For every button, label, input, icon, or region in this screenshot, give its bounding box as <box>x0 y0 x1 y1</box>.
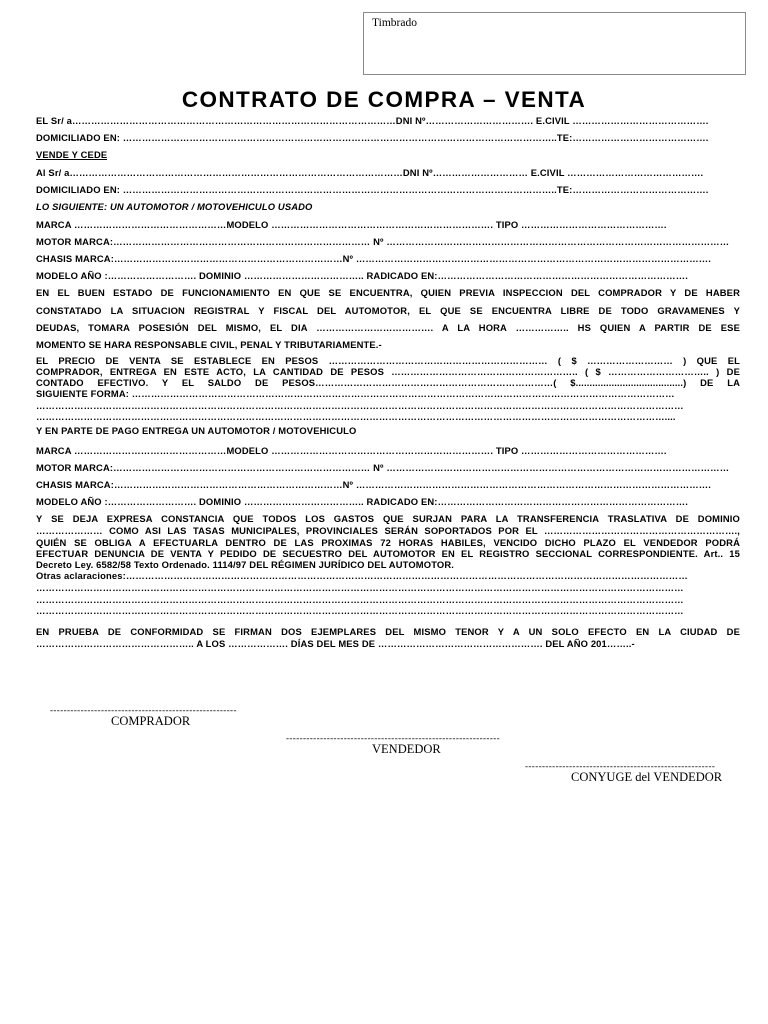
vendedor-signature-line: --------------------------------------------------------------- <box>286 733 501 743</box>
aclaraciones-line-3: …………………………………………………………………………………………………………………………………………………………………………………… <box>36 594 684 605</box>
comprador-signature-line: ------------------------------------------------------- <box>50 705 237 715</box>
seller-address-line: DOMICILIADO EN: ………………………………………………………………………………………………………………………..TE:……………………………………. <box>36 132 709 143</box>
aclaraciones-line-1: Otras aclaraciones:…………………………………………………………………………………………………………………………………………………………… <box>36 570 688 581</box>
estado-line-2: CONSTATADO LA SITUACION REGISTRAL Y FISCAL DEL AUTOMOTOR, EL QUE SE ENCUENTRA LIBRE DE TODO GRAVAMENES Y <box>36 305 740 316</box>
prueba-line-2: ………………………………………….. A LOS ………………. DÍAS DEL MES DE ……………………………………………. DEL AÑO 201……..- <box>36 638 635 649</box>
estado-line-3: DEUDAS, TOMARA POSESIÓN DEL MISMO, EL DIA ………………………………. A LA HORA …………….. HS QUIEN A PARTIR DE ESE <box>36 322 740 333</box>
gastos-line-3: QUIÉN SE OBLIGA A EFECTUARLA DENTRO DE LAS PROXIMAS 72 HORAS HABILES, VENCIDO DICHO PLAZO EL VENDEDOR PODRÁ <box>36 537 740 548</box>
modelo-line-2: MODELO AÑO :………………………. DOMINIO ……………………………….. RADICADO EN:……………………………………………………………………. <box>36 496 688 507</box>
buyer-address-line: DOMICILIADO EN: ………………………………………………………………………………………………………………………..TE:……………………………………. <box>36 184 709 195</box>
seller-name-line: EL Sr/ a…………………………………………………………………………………………DNI Nº……………………………. E.CIVIL ……………………………………. <box>36 115 709 126</box>
document-title: CONTRATO DE COMPRA – VENTA <box>181 87 587 113</box>
gastos-line-4: EFECTUAR DENUNCIA DE VENTA Y PEDIDO DE SECUESTRO DEL AUTOMOTOR EN EL REGISTRO SECCIONAL CORRESPONDIENTE. Art.. 15 <box>36 548 740 559</box>
conyuge-signature-line: -------------------------------------------------------- <box>525 761 716 771</box>
aclaraciones-line-2: …………………………………………………………………………………………………………………………………………………………………………………… <box>36 582 684 593</box>
modelo-line-1: MODELO AÑO :………………………. DOMINIO ……………………………….. RADICADO EN:……………………………………………………………………. <box>36 270 688 281</box>
lo-siguiente-heading: LO SIGUIENTE: UN AUTOMOTOR / MOTOVEHICULO USADO <box>36 201 313 212</box>
marca-line-2: MARCA …………………………………………MODELO ……………………………………………………………. TIPO ………………………………………. <box>36 445 667 456</box>
precio-line-2: COMPRADOR, ENTREGA EN ESTE ACTO, LA CANTIDAD DE PESOS ………………………………………………….. ( $ ………………………….. ) DE <box>36 366 740 377</box>
estado-line-1: EN EL BUEN ESTADO DE FUNCIONAMIENTO EN QUE SE ENCUENTRA, QUIEN PREVIA INSPECCION DEL COMPRADOR Y DE HABER <box>36 287 740 298</box>
comprador-label: COMPRADOR <box>111 714 191 728</box>
buyer-name-line: Al Sr/ a……………………………………………………………………………………………DNI Nº………………………… E.CIVIL ……………………………………. <box>36 167 704 178</box>
chasis-line-2: CHASIS MARCA:………………………………………………………………Nº …………………………………………………………………………………………………. <box>36 479 712 490</box>
gastos-line-5: Decreto Ley. 6582/58 Texto Ordenado. 1114/97 DEL RÉGIMEN JURÍDICO DEL AUTOMOTOR. <box>36 559 455 570</box>
estado-line-4: MOMENTO SE HARA RESPONSABLE CIVIL, PENAL Y TRIBUTARIAMENTE.- <box>36 339 382 350</box>
motor-line-2: MOTOR MARCA:……………………………………………………………………… Nº ……………………………………………………………………………………………… <box>36 462 730 473</box>
precio-line-5: …………………………………………………………………………………………………………………………………………………………………………………… <box>36 400 684 411</box>
vende-cede-heading: VENDE Y CEDE <box>36 149 108 160</box>
motor-line-1: MOTOR MARCA:……………………………………………………………………… Nº ……………………………………………………………………………………………… <box>36 236 730 247</box>
chasis-line-1: CHASIS MARCA:………………………………………………………………Nº …………………………………………………………………………………………………. <box>36 253 712 264</box>
vendedor-label: VENDEDOR <box>372 742 441 756</box>
precio-line-6: ……………………………………………………………………………………………………………………………………………………………………………….... <box>36 411 676 422</box>
gastos-line-1: Y SE DEJA EXPRESA CONSTANCIA QUE TODOS LOS GASTOS QUE SURJAN PARA LA TRANSFERENCIA TRASLATIVA DE DOMINIO <box>36 513 740 524</box>
gastos-line-2: ………………… COMO ASI LAS TASAS MUNICIPALES, PROVINCIALES SERÁN SOPORTADOS POR EL ……………………………………………………., <box>36 525 740 536</box>
precio-line-3: CONTADO EFECTIVO. Y EL SALDO DE PESOS…………………………………………………………………( $.......................................) DE LA <box>36 377 740 388</box>
aclaraciones-line-4: …………………………………………………………………………………………………………………………………………………………………………………… <box>36 605 684 616</box>
precio-line-4: SIGUIENTE FORMA: ……………………………………………………………………………………………………………………………………………………… <box>36 388 675 399</box>
marca-line-1: MARCA …………………………………………MODELO ……………………………………………………………. TIPO ………………………………………. <box>36 219 667 230</box>
timbrado-box <box>363 12 746 75</box>
prueba-line-1: EN PRUEBA DE CONFORMIDAD SE FIRMAN DOS EJEMPLARES DEL MISMO TENOR Y A UN SOLO EFECTO EN LA CIUDAD DE <box>36 626 740 637</box>
parte-pago-heading: Y EN PARTE DE PAGO ENTREGA UN AUTOMOTOR / MOTOVEHICULO <box>36 425 357 436</box>
timbrado-label: Timbrado <box>372 17 417 29</box>
precio-line-1: EL PRECIO DE VENTA SE ESTABLECE EN PESOS …………………………………………………………… ( $ ……………………… ) QUE EL <box>36 355 740 366</box>
conyuge-label: CONYUGE del VENDEDOR <box>571 770 723 784</box>
